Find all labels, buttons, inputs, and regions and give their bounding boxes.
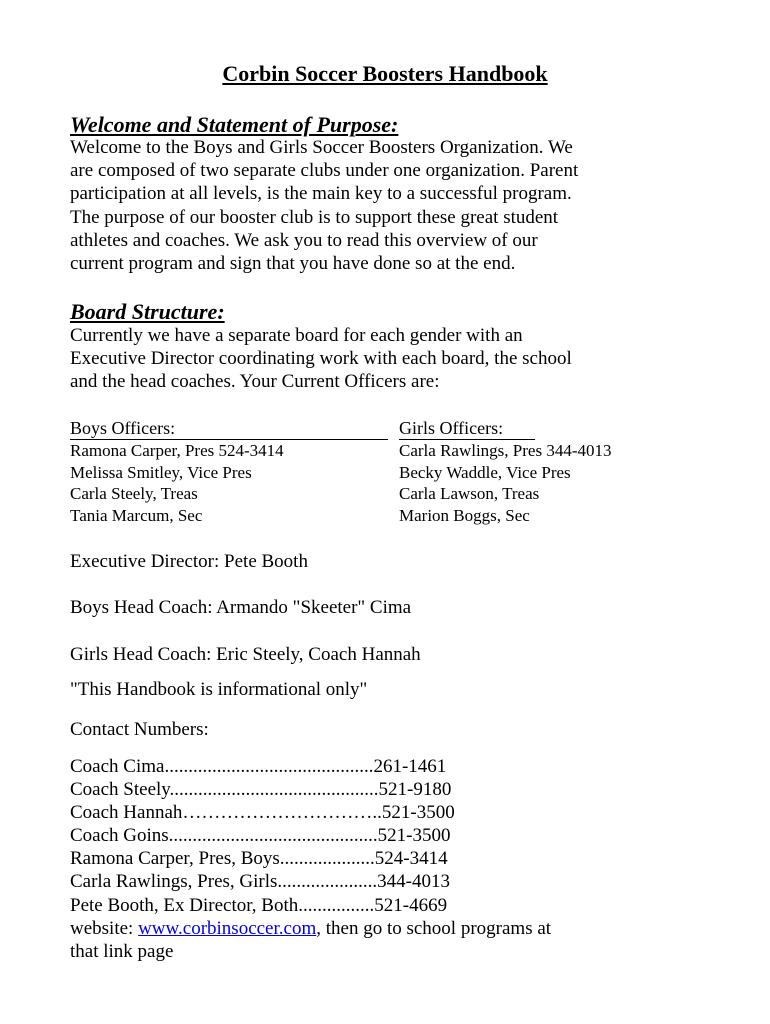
girls-officers-header: Girls Officers: <box>399 417 535 440</box>
contacts-heading: Contact Numbers: <box>70 719 209 740</box>
welcome-line: are composed of two separate clubs under one organization. Parent <box>70 160 579 182</box>
boys-officers-column <box>70 417 388 526</box>
contact-item: Coach Steely............................................521-9180 <box>70 779 452 801</box>
board-paragraph <box>70 324 710 394</box>
boys-officer: Carla Steely, Treas <box>70 484 198 503</box>
boys-officer: Ramona Carper, Pres 524-3414 <box>70 441 284 460</box>
page-title: Corbin Soccer Boosters Handbook <box>222 61 548 86</box>
girls-officer: Becky Waddle, Vice Pres <box>399 462 571 482</box>
boys-officers-header: Boys Officers: <box>70 417 388 440</box>
boys-head-coach: Boys Head Coach: Armando "Skeeter" Cima <box>70 597 412 618</box>
website-suffix: , then go to school programs at <box>316 917 552 939</box>
website-line-2: that link page <box>70 940 174 962</box>
welcome-heading: Welcome and Statement of Purpose: <box>70 112 399 137</box>
boys-officer: Tania Marcum, Sec <box>70 505 203 525</box>
girls-head-coach: Girls Head Coach: Eric Steely, Coach Hannah <box>70 644 421 665</box>
executive-director: Executive Director: Pete Booth <box>70 551 308 572</box>
board-heading: Board Structure: <box>70 299 225 324</box>
welcome-paragraph <box>70 136 710 275</box>
contact-item: Pete Booth, Ex Director, Both................521-4669 <box>70 894 448 916</box>
contact-item: Coach Goins............................................521-3500 <box>70 825 451 847</box>
contact-item: Coach Cima............................................261-1461 <box>70 756 447 777</box>
website-link[interactable]: www.corbinsoccer.com <box>138 917 317 939</box>
website-prefix: website: <box>70 917 139 939</box>
contact-item: Coach Hannah…………………………..521-3500 <box>70 802 455 824</box>
website-line <box>70 917 710 940</box>
girls-officer: Marion Boggs, Sec <box>399 505 530 525</box>
welcome-line: Welcome to the Boys and Girls Soccer Boosters Organization. We <box>70 137 573 158</box>
contact-item: Ramona Carper, Pres, Boys....................524-3414 <box>70 848 448 870</box>
girls-officer: Carla Lawson, Treas <box>399 484 540 503</box>
contact-list <box>70 755 710 963</box>
board-line: and the head coaches. Your Current Officers are: <box>70 371 440 393</box>
welcome-line: current program and sign that you have done so at the end. <box>70 253 516 275</box>
board-line: Currently we have a separate board for each gender with an <box>70 325 523 346</box>
welcome-line: The purpose of our booster club is to support these great student <box>70 206 559 228</box>
boys-officer: Melissa Smitley, Vice Pres <box>70 462 252 482</box>
girls-officer: Carla Rawlings, Pres 344-4013 <box>399 441 612 460</box>
welcome-line: athletes and coaches. We ask you to read this overview of our <box>70 229 538 251</box>
welcome-line: participation at all levels, is the main key to a successful program. <box>70 183 572 205</box>
contact-item: Carla Rawlings, Pres, Girls.....................344-4013 <box>70 871 450 893</box>
disclaimer: "This Handbook is informational only" <box>70 679 368 700</box>
board-line: Executive Director coordinating work with each board, the school <box>70 348 572 370</box>
girls-officers-column <box>399 417 699 526</box>
